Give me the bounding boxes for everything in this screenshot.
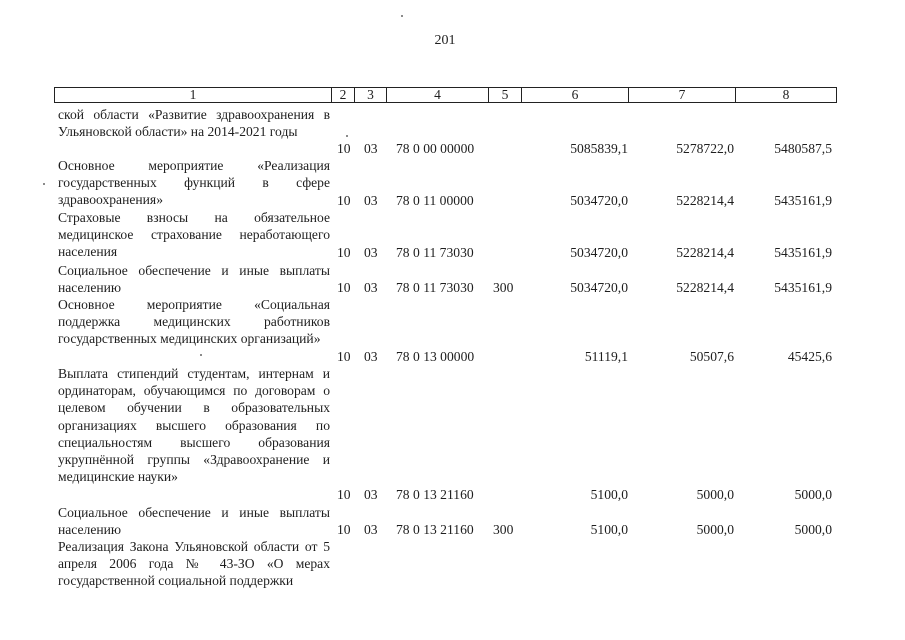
- header-col-2: 2: [332, 88, 355, 102]
- cell-col-6: 5034720,0: [570, 280, 628, 295]
- cell-col-3: 03: [364, 522, 378, 537]
- cell-col-4: 78 0 13 21160: [396, 522, 474, 537]
- cell-col-6: 51119,1: [584, 349, 628, 364]
- table-header: [54, 87, 837, 103]
- cell-col-7: 5000,0: [696, 522, 734, 537]
- header-col-7: 7: [629, 88, 736, 102]
- header-col-5: 5: [489, 88, 522, 102]
- row-description: Реализация Закона Ульяновской области от 5 апреля 2006 года № 43-ЗО «О мерах государственной социальной поддержки: [58, 539, 330, 589]
- header-col-6: 6: [522, 88, 629, 102]
- cell-col-6: 5034720,0: [570, 193, 628, 208]
- cell-col-6: 5034720,0: [570, 245, 628, 260]
- cell-col-3: 03: [364, 193, 378, 208]
- scan-speck: [401, 15, 403, 17]
- header-col-8: 8: [782, 87, 790, 102]
- header-col-1: 1: [55, 88, 332, 102]
- cell-col-3: 03: [364, 349, 378, 364]
- cell-col-7: 5228214,4: [676, 245, 734, 260]
- page-number: 201: [434, 33, 456, 48]
- cell-col-7: 50507,6: [689, 349, 734, 364]
- cell-col-8: 45425,6: [787, 349, 832, 364]
- scan-speck: [43, 183, 45, 185]
- cell-col-3: 03: [364, 245, 378, 260]
- row-description: Основное мероприятие «Реализация государственных функций в сфере здравоохранения»: [58, 158, 330, 208]
- cell-col-8: 5435161,9: [774, 245, 832, 260]
- row-description: ской области «Развитие здравоохранения в Ульяновской области» на 2014-2021 годы: [58, 107, 330, 140]
- cell-col-6: 5100,0: [590, 522, 628, 537]
- cell-col-8: 5480587,5: [774, 141, 832, 156]
- cell-col-8: 5435161,9: [774, 193, 832, 208]
- row-description: Страховые взносы на обязательное медицинское страхование неработающего населения: [58, 210, 330, 260]
- cell-col-7: 5228214,4: [676, 280, 734, 295]
- cell-col-6: 5100,0: [590, 487, 628, 502]
- cell-col-4: 78 0 13 21160: [396, 487, 474, 502]
- cell-col-6: 5085839,1: [570, 141, 628, 156]
- header-col-4: 4: [387, 88, 489, 102]
- cell-col-8: 5435161,9: [774, 280, 832, 295]
- scan-speck: [200, 354, 202, 356]
- cell-col-4: 78 0 00 00000: [396, 141, 475, 156]
- cell-col-4: 78 0 11 00000: [396, 193, 474, 208]
- cell-col-7: 5000,0: [696, 487, 734, 502]
- cell-col-8: 5000,0: [794, 522, 832, 537]
- cell-col-4: 78 0 11 73030: [396, 280, 474, 295]
- cell-col-3: 03: [364, 141, 378, 156]
- cell-col-7: 5228214,4: [676, 193, 734, 208]
- cell-col-8: 5000,0: [794, 487, 832, 502]
- row-description: Социальное обеспечение и иные выплаты населению: [58, 505, 330, 538]
- cell-col-5: 300: [493, 522, 514, 537]
- cell-col-2: 10: [337, 193, 351, 208]
- cell-col-2: 10: [337, 487, 351, 502]
- scan-speck: [346, 135, 348, 137]
- row-description: Социальное обеспечение и иные выплаты населению: [58, 263, 330, 296]
- cell-col-2: 10: [337, 141, 351, 156]
- cell-col-7: 5278722,0: [676, 141, 734, 156]
- cell-col-4: 78 0 13 00000: [396, 349, 475, 364]
- cell-col-2: 10: [337, 349, 351, 364]
- cell-col-2: 10: [337, 522, 351, 537]
- row-description: Основное мероприятие «Социальная поддержка медицинских работников государственных медицинских организаций»: [58, 297, 330, 347]
- cell-col-4: 78 0 11 73030: [396, 245, 474, 260]
- cell-col-3: 03: [364, 487, 378, 502]
- cell-col-3: 03: [364, 280, 378, 295]
- cell-col-5: 300: [493, 280, 514, 295]
- cell-col-2: 10: [337, 245, 351, 260]
- row-description: Выплата стипендий студентам, интернам и ординаторам, обучающимся по договорам о целевом обучении в образовательных организациях высшего образования по специальностям высшего образования укрупнённой группы «Здравоохранение и медицинские науки»: [58, 366, 330, 485]
- cell-col-2: 10: [337, 280, 351, 295]
- header-col-3: 3: [355, 88, 387, 102]
